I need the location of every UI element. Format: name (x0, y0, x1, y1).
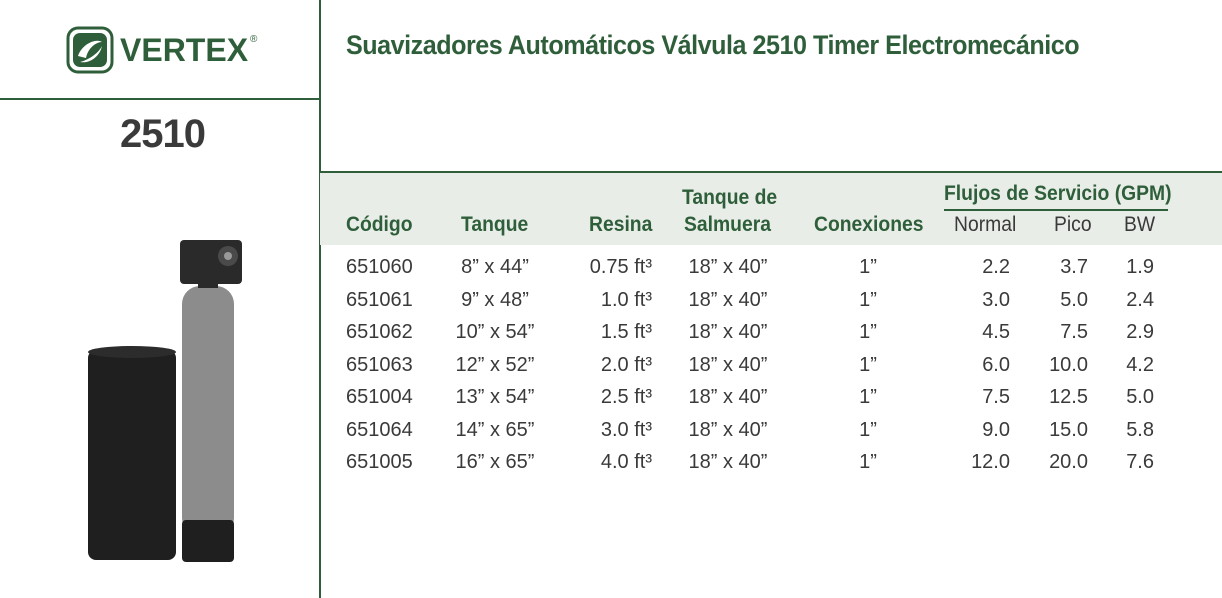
cell-codigo: 651064 (346, 418, 413, 441)
cell-resina: 1.0 ft³ (600, 288, 652, 311)
col-header-flujos: Flujos de Servicio (GPM) (944, 182, 1172, 205)
flujos-underline (944, 209, 1168, 211)
cell-normal: 7.5 (982, 386, 1010, 408)
cell-resina: 2.5 ft³ (600, 386, 652, 408)
model-number: 2510 (120, 112, 205, 156)
cell-tanque: 13” x 54” (455, 386, 535, 408)
cell-normal: 6.0 (982, 353, 1010, 376)
cell-tanque: 12” x 52” (455, 353, 535, 376)
col-header-tanque: Tanque (461, 213, 529, 236)
table-row (0, 386, 1222, 418)
logo-divider (0, 98, 320, 100)
cell-conexiones: 1” (859, 321, 877, 343)
table-row (0, 256, 1222, 288)
cell-tanque: 16” x 65” (455, 451, 535, 473)
cell-pico: 15.0 (1049, 418, 1088, 441)
page-title: Suavizadores Automáticos Válvula 2510 Timer Electromecánico (346, 30, 1080, 60)
cell-pico: 3.7 (1060, 256, 1088, 278)
cell-pico: 7.5 (1060, 321, 1088, 343)
cell-codigo: 651004 (346, 386, 413, 408)
cell-codigo: 651063 (346, 353, 413, 376)
cell-bw: 2.9 (1126, 321, 1154, 343)
cell-bw: 2.4 (1126, 288, 1154, 311)
cell-bw: 5.0 (1126, 386, 1154, 408)
table-row (0, 354, 1222, 386)
cell-pico: 12.5 (1049, 386, 1088, 408)
cell-resina: 2.0 ft³ (600, 353, 652, 376)
vertex-logo-icon (66, 26, 114, 74)
table-row (0, 289, 1222, 321)
table-row (0, 419, 1222, 451)
cell-normal: 2.2 (982, 256, 1010, 278)
cell-tanque: 9” x 48” (461, 288, 529, 311)
cell-pico: 5.0 (1060, 288, 1088, 311)
cell-normal: 12.0 (971, 451, 1010, 473)
col-header-salmuera-line1: Tanque de (682, 186, 778, 209)
cell-salmuera: 18” x 40” (688, 321, 768, 343)
cell-normal: 3.0 (982, 288, 1010, 311)
cell-conexiones: 1” (859, 418, 877, 441)
cell-conexiones: 1” (859, 353, 877, 376)
cell-bw: 5.8 (1126, 418, 1154, 441)
col-header-conexiones: Conexiones (814, 213, 924, 236)
table-row (0, 451, 1222, 483)
cell-tanque: 14” x 65” (455, 418, 535, 441)
cell-codigo: 651005 (346, 451, 413, 473)
cell-salmuera: 18” x 40” (688, 288, 768, 311)
cell-codigo: 651061 (346, 288, 413, 311)
cell-resina: 4.0 ft³ (600, 451, 652, 473)
cell-codigo: 651060 (346, 256, 413, 278)
cell-conexiones: 1” (859, 288, 877, 311)
cell-codigo: 651062 (346, 321, 413, 343)
cell-resina: 3.0 ft³ (600, 418, 652, 441)
cell-conexiones: 1” (859, 386, 877, 408)
cell-salmuera: 18” x 40” (688, 386, 768, 408)
cell-pico: 20.0 (1049, 451, 1088, 473)
cell-conexiones: 1” (859, 256, 877, 278)
brand-logo (66, 26, 257, 74)
cell-conexiones: 1” (859, 451, 877, 473)
cell-tanque: 8” x 44” (461, 256, 529, 278)
col-header-codigo: Código (346, 213, 413, 236)
brand-name: VERTEX (120, 31, 249, 68)
cell-resina: 1.5 ft³ (600, 321, 652, 343)
cell-bw: 7.6 (1126, 451, 1154, 473)
col-header-normal: Normal (954, 213, 1017, 236)
cell-bw: 4.2 (1126, 353, 1154, 376)
table-row (0, 321, 1222, 353)
cell-normal: 4.5 (982, 321, 1010, 343)
cell-salmuera: 18” x 40” (688, 451, 768, 473)
cell-salmuera: 18” x 40” (688, 256, 768, 278)
cell-bw: 1.9 (1126, 256, 1154, 278)
col-header-resina: Resina (589, 213, 653, 236)
col-header-salmuera-line2: Salmuera (684, 213, 771, 236)
cell-pico: 10.0 (1049, 353, 1088, 376)
cell-tanque: 10” x 54” (455, 321, 535, 343)
registered-mark: ® (250, 34, 258, 45)
cell-resina: 0.75 ft³ (589, 256, 652, 278)
col-header-pico: Pico (1054, 213, 1092, 236)
cell-salmuera: 18” x 40” (688, 353, 768, 376)
col-header-bw: BW (1124, 213, 1156, 236)
cell-salmuera: 18” x 40” (688, 418, 768, 441)
cell-normal: 9.0 (982, 418, 1010, 441)
